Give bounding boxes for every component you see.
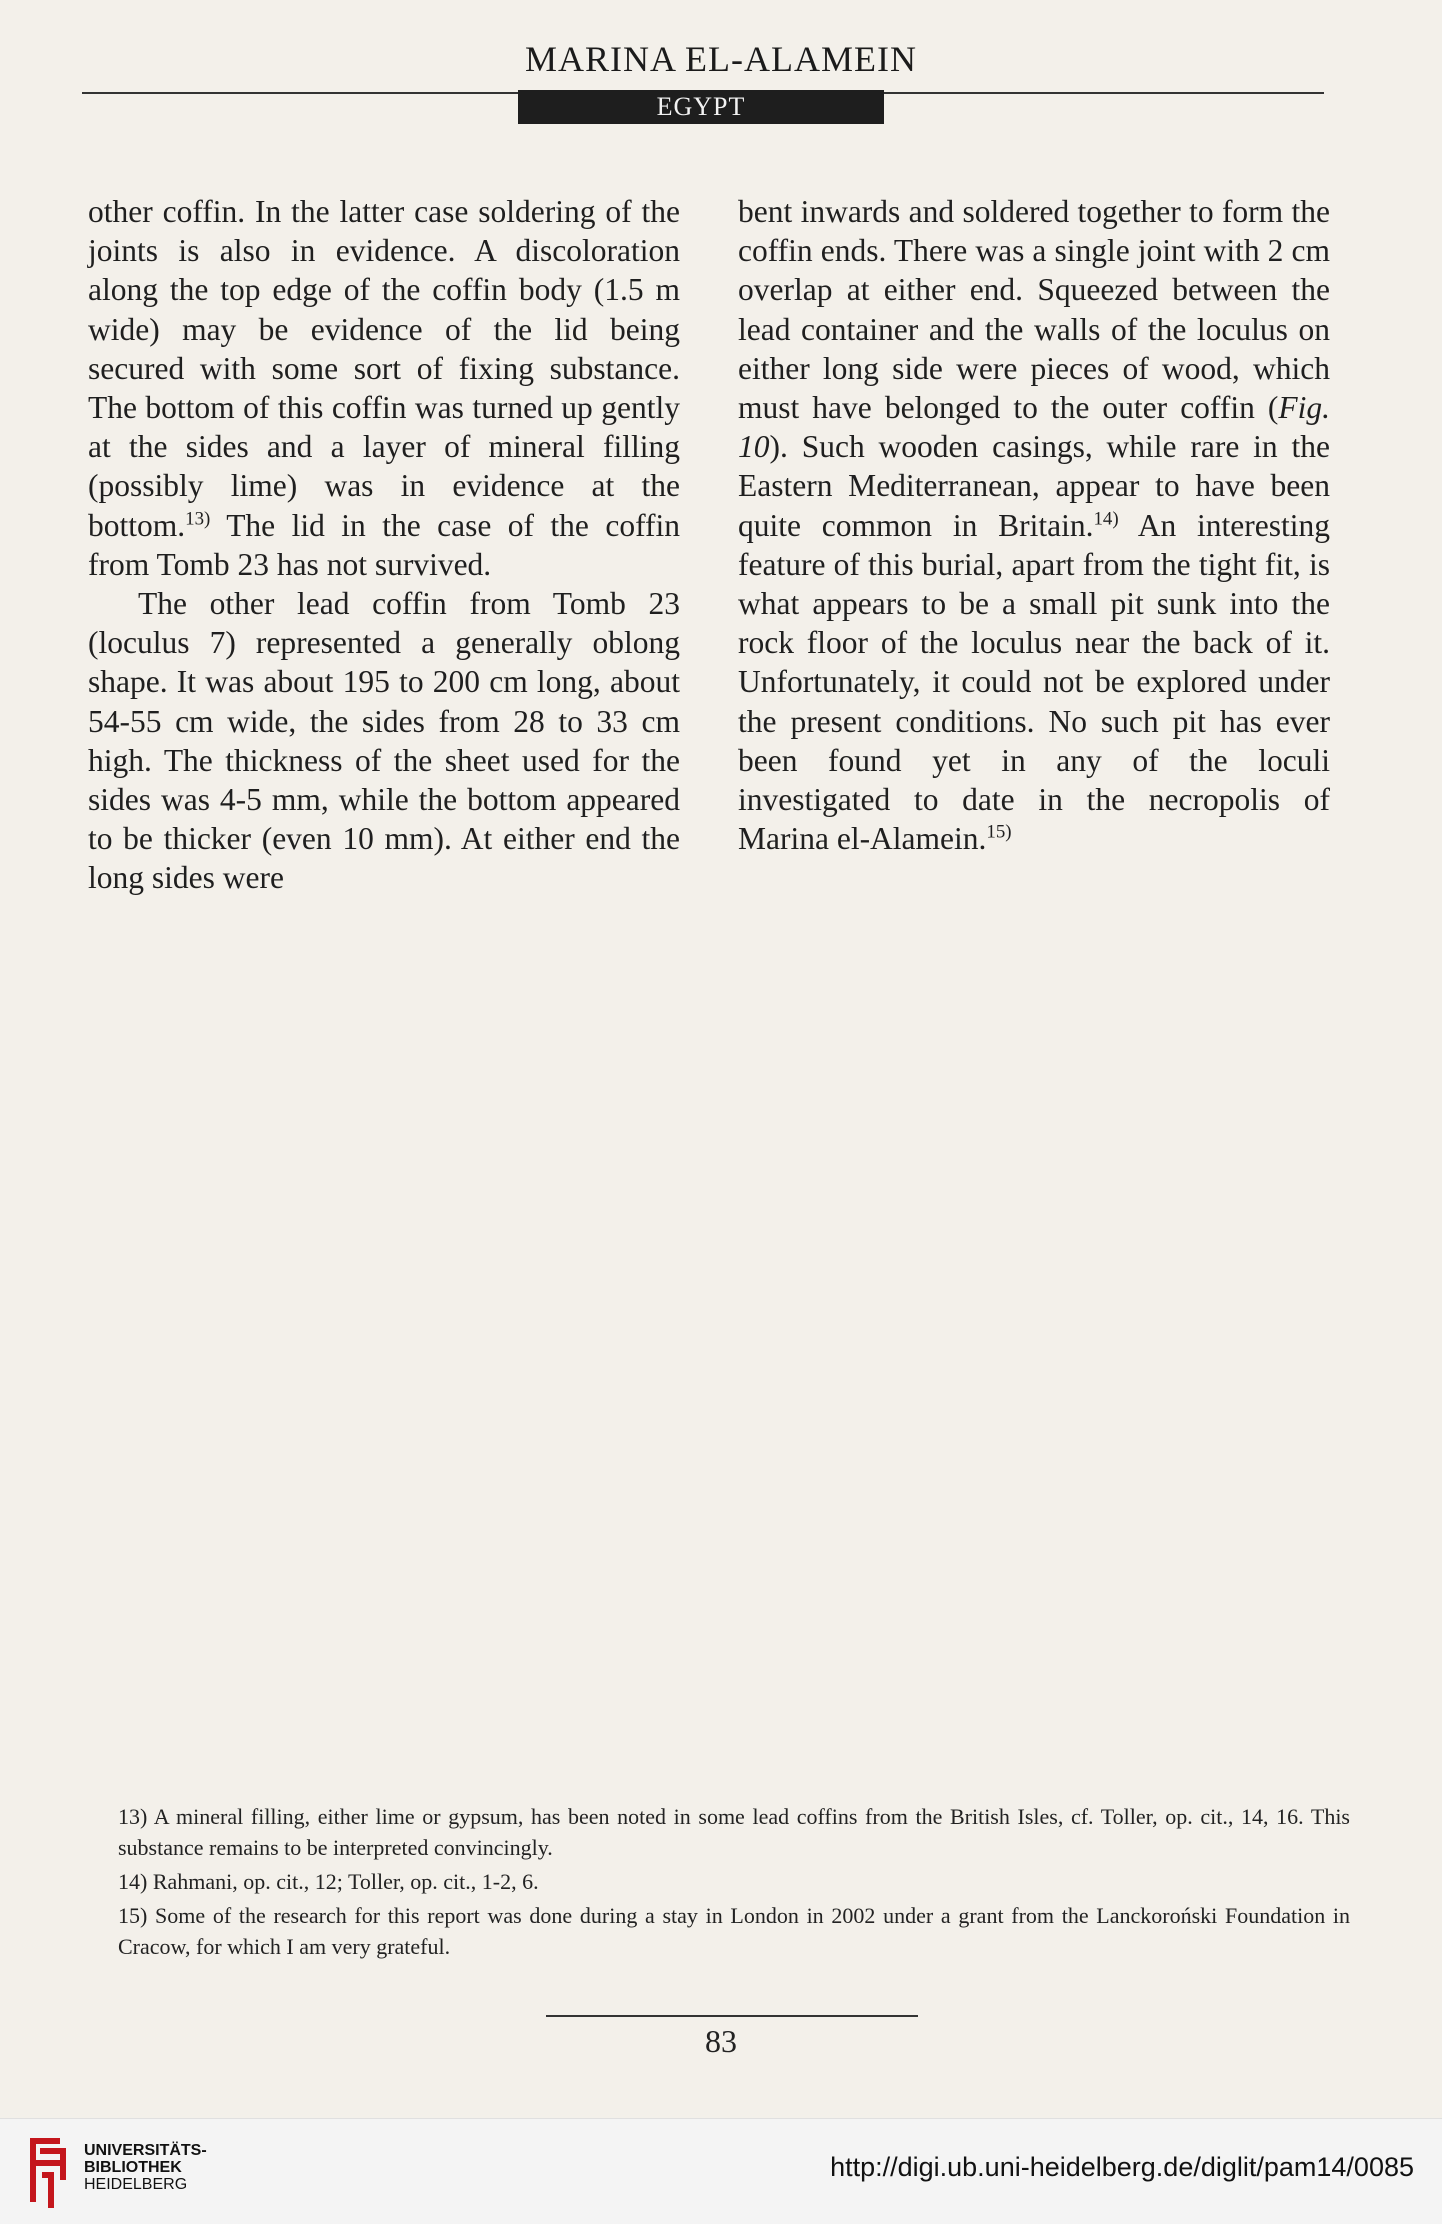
running-header-title: MARINA EL-ALAMEIN [525,39,917,79]
text-run: An interesting feature of this burial, apart from the tight fit, is what appears to be a small pit sunk into the rock floor of the loculus near the back of it. Unfortunately, it could not be explored under the present conditions. No such pit has ever been found yet in any of the loculi investigated to date in the necropolis of Marina el-Alamein. [738,507,1330,857]
library-name-line: UNIVERSITÄTS- [84,2142,207,2159]
paragraph: The other lead coffin from Tomb 23 (loculus 7) represented a generally oblong shape. It was about 195 to 200 cm long, about 54-55 cm wide, the sides from 28 to 33 cm high. The thickness of the sheet used for the sides was 4-5 mm, while the bottom appeared to be thicker (even 10 mm). At either end the long sides were [88,586,680,896]
text-run: bent inwards and soldered together to form the coffin ends. There was a single joint with 2 cm overlap at either end. Squeezed between the lead container and the walls of the loculus on either long side were pieces of wood, which must have belonged to the outer coffin ( [738,194,1330,426]
footnote-text: Rahmani, op. cit., 12; Toller, op. cit., 1-2, 6. [152,1869,539,1894]
library-name-line: BIBLIOTHEK [84,2159,182,2176]
paragraph [738,192,1330,858]
right-text-column [738,192,1330,858]
library-logo-icon[interactable] [16,2130,74,2210]
footnote-ref-13: 13) [185,508,211,530]
source-url-link[interactable]: http://digi.ub.uni-heidelberg.de/diglit/pam14/0085 [830,2152,1414,2182]
footnote-text: A mineral filling, either lime or gypsum, has been noted in some lead coffins from the British Isles, cf. Toller, op. cit., 14, 16. This substance remains to be interpreted convincingly. [118,1804,1350,1860]
text-run: The lid in the case of the coffin from Tomb 23 has not survived. [88,507,680,582]
footnote-number: 13) [118,1804,148,1829]
library-name-line: HEIDELBERG [84,2176,188,2193]
show-through-background [90,940,1352,1720]
footnote [118,1801,1350,1863]
footnote-text: Some of the research for this report was done during a stay in London in 2002 under a grant from the Lanckoroński Foundation in Cracow, for which I am very grateful. [118,1903,1351,1959]
footnote [118,1866,1350,1897]
footnotes [118,1801,1350,1965]
page-number: 83 [705,2023,737,2059]
library-name [84,2142,207,2193]
footnote-ref-15: 15) [986,821,1012,843]
footer-rule [546,2015,918,2017]
figure-reference: Fig. 10 [738,390,1330,465]
footnote-ref-14: 14) [1093,508,1119,530]
text-run: ). Such wooden casings, while rare in the Eastern Mediterranean, appear to have been quite common in Britain. [738,429,1330,543]
paragraph [88,192,680,584]
footnote [118,1900,1350,1962]
footnote-number: 14) [118,1869,148,1894]
footnote-number: 15) [118,1903,148,1928]
running-header-section: EGYPT [518,90,884,124]
text-run: other coffin. In the latter case soldering of the joints is also in evidence. A discoloration along the top edge of the coffin body (1.5 m wide) may be evidence of the lid being secured with some sort of fixing substance. The bottom of this coffin was turned up gently at the sides and a layer of mineral filling (possibly lime) was in evidence at the bottom. [88,194,680,543]
left-text-column [88,192,680,898]
